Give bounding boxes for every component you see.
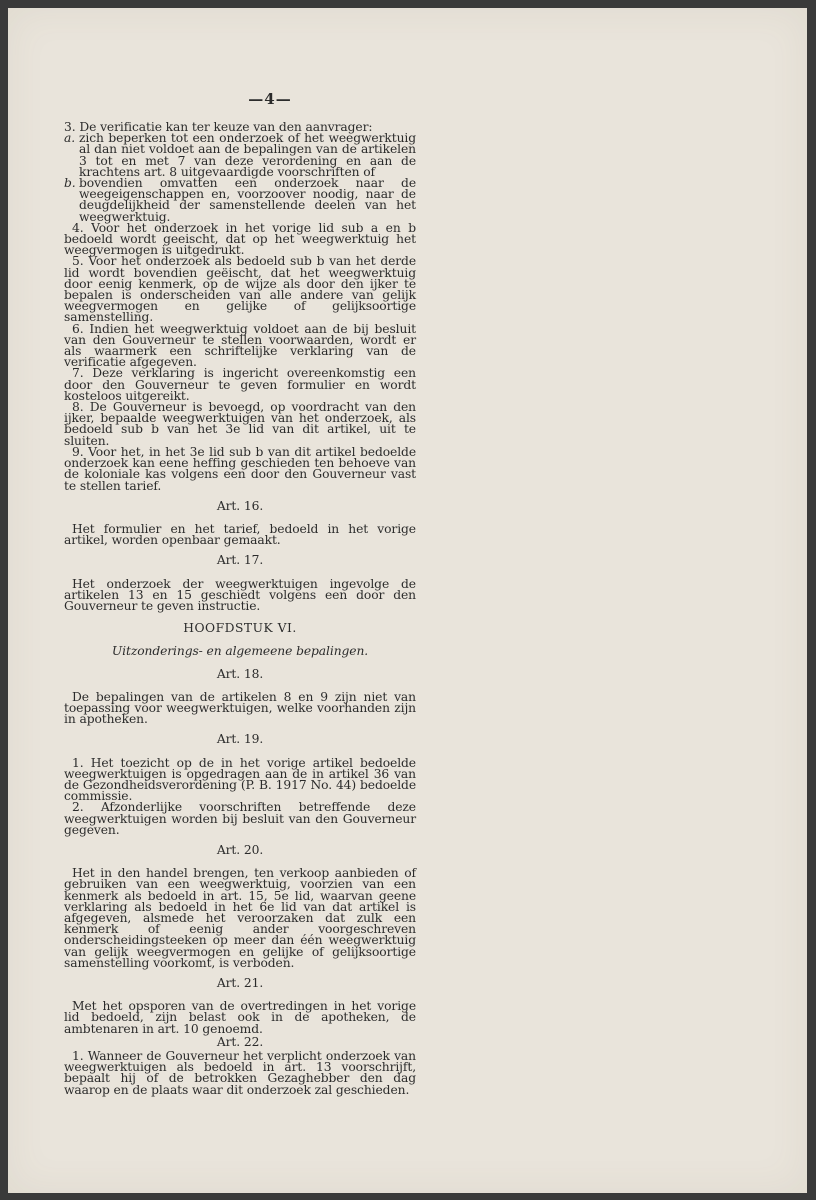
item-text: zich beperken tot een onderzoek of het weegwerktuig al dan niet voldoet aan de bepalingen van de artikelen 3 tot en met 7 van deze verordening en aan de krachtens art. 8 uitgevaardigde voorschriften of: [79, 131, 416, 179]
article-heading: Art. 20.: [216, 842, 264, 857]
art15-paragraph-8: 8. De Gouverneur is bevoegd, op voordracht van den ijker, bepaalde weegwerktuigen van het onderzoek, als bedoeld sub b van het 3e lid van dit artikel, uit te sluiten.: [64, 400, 416, 448]
article-text: De bepalingen van de artikelen 8 en 9 zijn niet van toepassing voor weegwerktuigen, welke voorhanden zijn in apotheken.: [64, 689, 416, 727]
page-number: —4—: [248, 90, 292, 108]
art15-paragraph-3: 3. De verificatie kan ter keuze van den aanvrager:: [64, 120, 373, 134]
article-18: [64, 666, 416, 727]
article-heading: Art. 21.: [216, 976, 264, 990]
article-text: Het formulier en het tarief, bedoeld in het vorige artikel, worden openbaar gemaakt.: [64, 521, 416, 548]
art15-paragraph-6: 6. Indien het weegwerktuig voldoet aan de bij besluit van den Gouverneur te stellen voorwaarden, wordt er als waarmerk een schriftelijke verklaring van de verificatie afgegeven.: [64, 321, 416, 370]
item-text: bovendien omvatten een onderzoek naar de weegeigenschappen en, voorzoover noodig, naar de deugdelijkheid der samenstellende deelen van het weegwerktuig.: [79, 176, 416, 224]
art15-item-a: [64, 133, 416, 178]
item-label: a.: [64, 131, 76, 146]
art15-paragraph-5: 5. Voor het onderzoek als bedoeld sub b van het derde lid wordt bovendien geëischt, dat het weegwerktuig door eenig kenmerk, op de wijze als door den ijker te bepalen is onderscheiden van alle andere van gelijk weegvermogen en gelijke of gelijksoortige samenstelling.: [64, 254, 416, 325]
art15-paragraph-9: 9. Voor het, in het 3e lid sub b van dit artikel bedoelde onderzoek kan eene heffing geschieden ten behoeve van de koloniale kas volgens een door den Gouverneur vast te stellen tarief.: [64, 444, 416, 493]
art15-paragraph-7: 7. Deze verklaring is ingericht overeenkomstig een door den Gouverneur te geven formulier en wordt kosteloos uitgereikt.: [64, 366, 416, 403]
article-paragraph-1: 1. Het toezicht op de in het vorige artikel bedoelde weegwerktuigen is opgedragen aan de in artikel 36 van de Gezondheidsverordening (P. B. 1917 No. 44) bedoelde commissie.: [64, 755, 416, 804]
article-paragraph-1: 1. Wanneer de Gouverneur het verplicht onderzoek van weegwerktuigen als bedoeld in art. 13 voorschrijft, bepaalt hij of de betrokken Gezaghebber den dag waarop en de plaats waar dit onderzoek zal geschieden.: [64, 1049, 416, 1097]
chapter-subtitle: Uitzonderings- en algemeene bepalingen.: [111, 644, 369, 659]
article-heading: Art. 17.: [216, 553, 264, 568]
chapter-title: HOOFDSTUK VI.: [183, 621, 297, 636]
page-content: [64, 90, 416, 1096]
article-22: [64, 1034, 416, 1097]
article-17: [64, 555, 416, 612]
article-text: Met het opsporen van de overtredingen in het vorige lid bedoeld, zijn belast ook in de apotheken, de ambtenaren in art. 10 genoemd.: [64, 999, 416, 1036]
article-heading: Art. 22.: [216, 1034, 264, 1049]
article-19: [64, 734, 416, 836]
article-21: [64, 978, 416, 1035]
article-heading: Art. 18.: [216, 666, 264, 681]
article-heading: Art. 19.: [216, 732, 264, 747]
article-20: [64, 842, 416, 970]
art15-item-b: [64, 178, 416, 223]
item-label: b.: [64, 176, 76, 191]
article-heading: Art. 16.: [216, 498, 264, 513]
art15-paragraph-4: 4. Voor het onderzoek in het vorige lid sub a en b bedoeld wordt geeischt, dat op het weegwerktuig het weegvermogen is uitgedrukt.: [64, 220, 416, 258]
article-16: [64, 498, 416, 548]
article-text: Het onderzoek der weegwerktuigen ingevolge de artikelen 13 en 15 geschiedt volgens een door den Gouverneur te geven instructie.: [64, 576, 416, 613]
chapter-6: [64, 623, 416, 657]
article-text: Het in den handel brengen, ten verkoop aanbieden of gebruiken van een weegwerktuig, voorzien van een kenmerk als bedoeld in art. 15, 5e lid, waarvan geene verklaring als bedoeld in het 6e lid van dat artikel is afgegeven, alsmede het veroorzaken dat zulk een kenmerk of eenig ander voorgeschreven onderscheidingsteeken op meer dan één weegwerktuig van gelijk weegvermogen en gelijke of gelijksoortige samenstelling voorkomt, is verboden.: [64, 866, 416, 970]
document-page: [8, 8, 807, 1193]
article-15-continuation: [64, 122, 416, 492]
article-paragraph-2: 2. Afzonderlijke voorschriften betreffende deze weegwerktuigen worden bij besluit van den Gouverneur gegeven.: [64, 800, 416, 837]
